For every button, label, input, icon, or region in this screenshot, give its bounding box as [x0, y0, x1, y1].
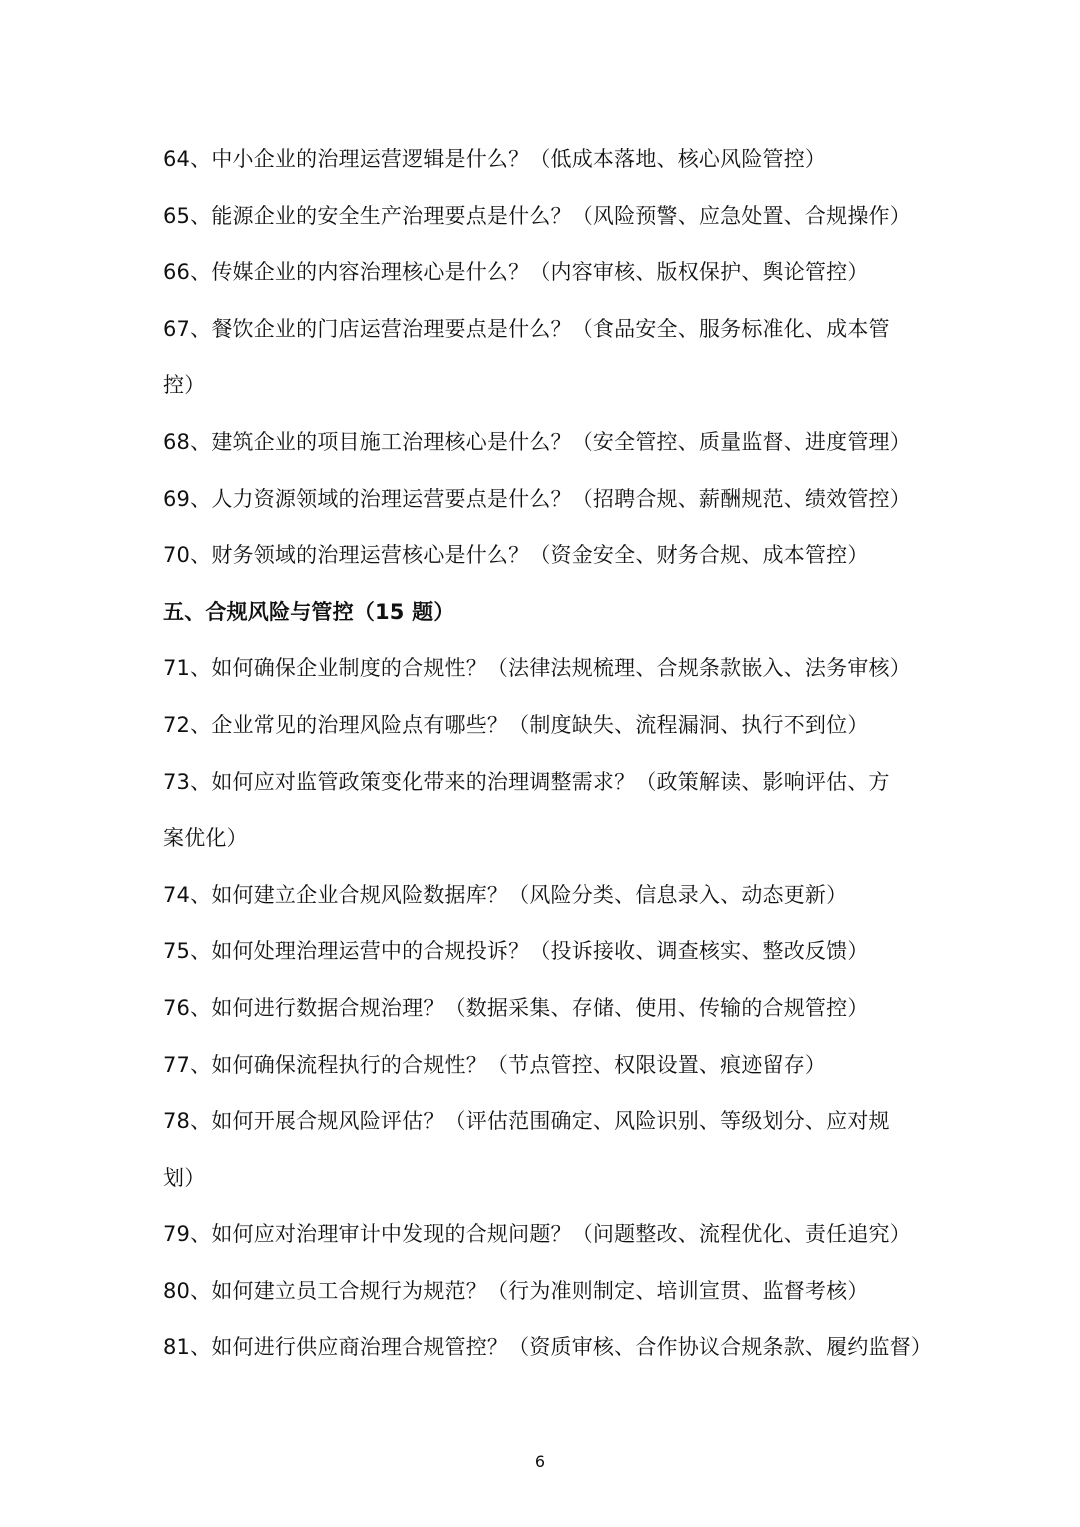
question-78: 78、如何开展合规风险评估？（评估范围确定、风险识别、等级划分、应对规: [163, 1109, 890, 1134]
question-81: 81、如何进行供应商治理合规管控？（资质审核、合作协议合规条款、履约监督）: [163, 1335, 933, 1360]
question-79: 79、如何应对治理审计中发现的合规问题？（问题整改、流程优化、责任追究）: [163, 1222, 911, 1247]
section-heading: 五、合规风险与管控（15 题）: [163, 599, 455, 624]
question-75: 75、如何处理治理运营中的合规投诉？（投诉接收、调查核实、整改反馈）: [163, 939, 869, 964]
question-77: 77、如何确保流程执行的合规性？（节点管控、权限设置、痕迹留存）: [163, 1052, 827, 1077]
question-73: 73、如何应对监管政策变化带来的治理调整需求？（政策解读、影响评估、方: [163, 769, 890, 794]
question-72: 72、企业常见的治理风险点有哪些？（制度缺失、流程漏洞、执行不到位）: [163, 712, 869, 737]
question-66: 66、传媒企业的内容治理核心是什么？（内容审核、版权保护、舆论管控）: [163, 260, 869, 285]
question-74: 74、如何建立企业合规风险数据库？（风险分类、信息录入、动态更新）: [163, 882, 848, 907]
question-64: 64、中小企业的治理运营逻辑是什么？（低成本落地、核心风险管控）: [163, 147, 827, 171]
question-69: 69、人力资源领域的治理运营要点是什么？（招聘合规、薪酬规范、绩效管控）: [163, 486, 911, 511]
question-67: 67、餐饮企业的门店运营治理要点是什么？（食品安全、服务标准化、成本管: [163, 316, 890, 341]
question-71: 71、如何确保企业制度的合规性？（法律法规梳理、合规条款嵌入、法务审核）: [163, 656, 911, 681]
question-65: 65、能源企业的安全生产治理要点是什么？（风险预警、应急处置、合规操作）: [163, 203, 911, 228]
document-body: [163, 131, 933, 1376]
question-78-continued: 划）: [163, 1165, 206, 1190]
question-68: 68、建筑企业的项目施工治理核心是什么？（安全管控、质量监督、进度管理）: [163, 429, 911, 454]
question-70: 70、财务领域的治理运营核心是什么？（资金安全、财务合规、成本管控）: [163, 543, 869, 568]
page-number: 6: [534, 1452, 546, 1471]
question-80: 80、如何建立员工合规行为规范？（行为准则制定、培训宣贯、监督考核）: [163, 1278, 869, 1303]
question-73-continued: 案优化）: [163, 826, 248, 851]
question-76: 76、如何进行数据合规治理？（数据采集、存储、使用、传输的合规管控）: [163, 995, 869, 1020]
question-67-continued: 控）: [163, 373, 206, 398]
